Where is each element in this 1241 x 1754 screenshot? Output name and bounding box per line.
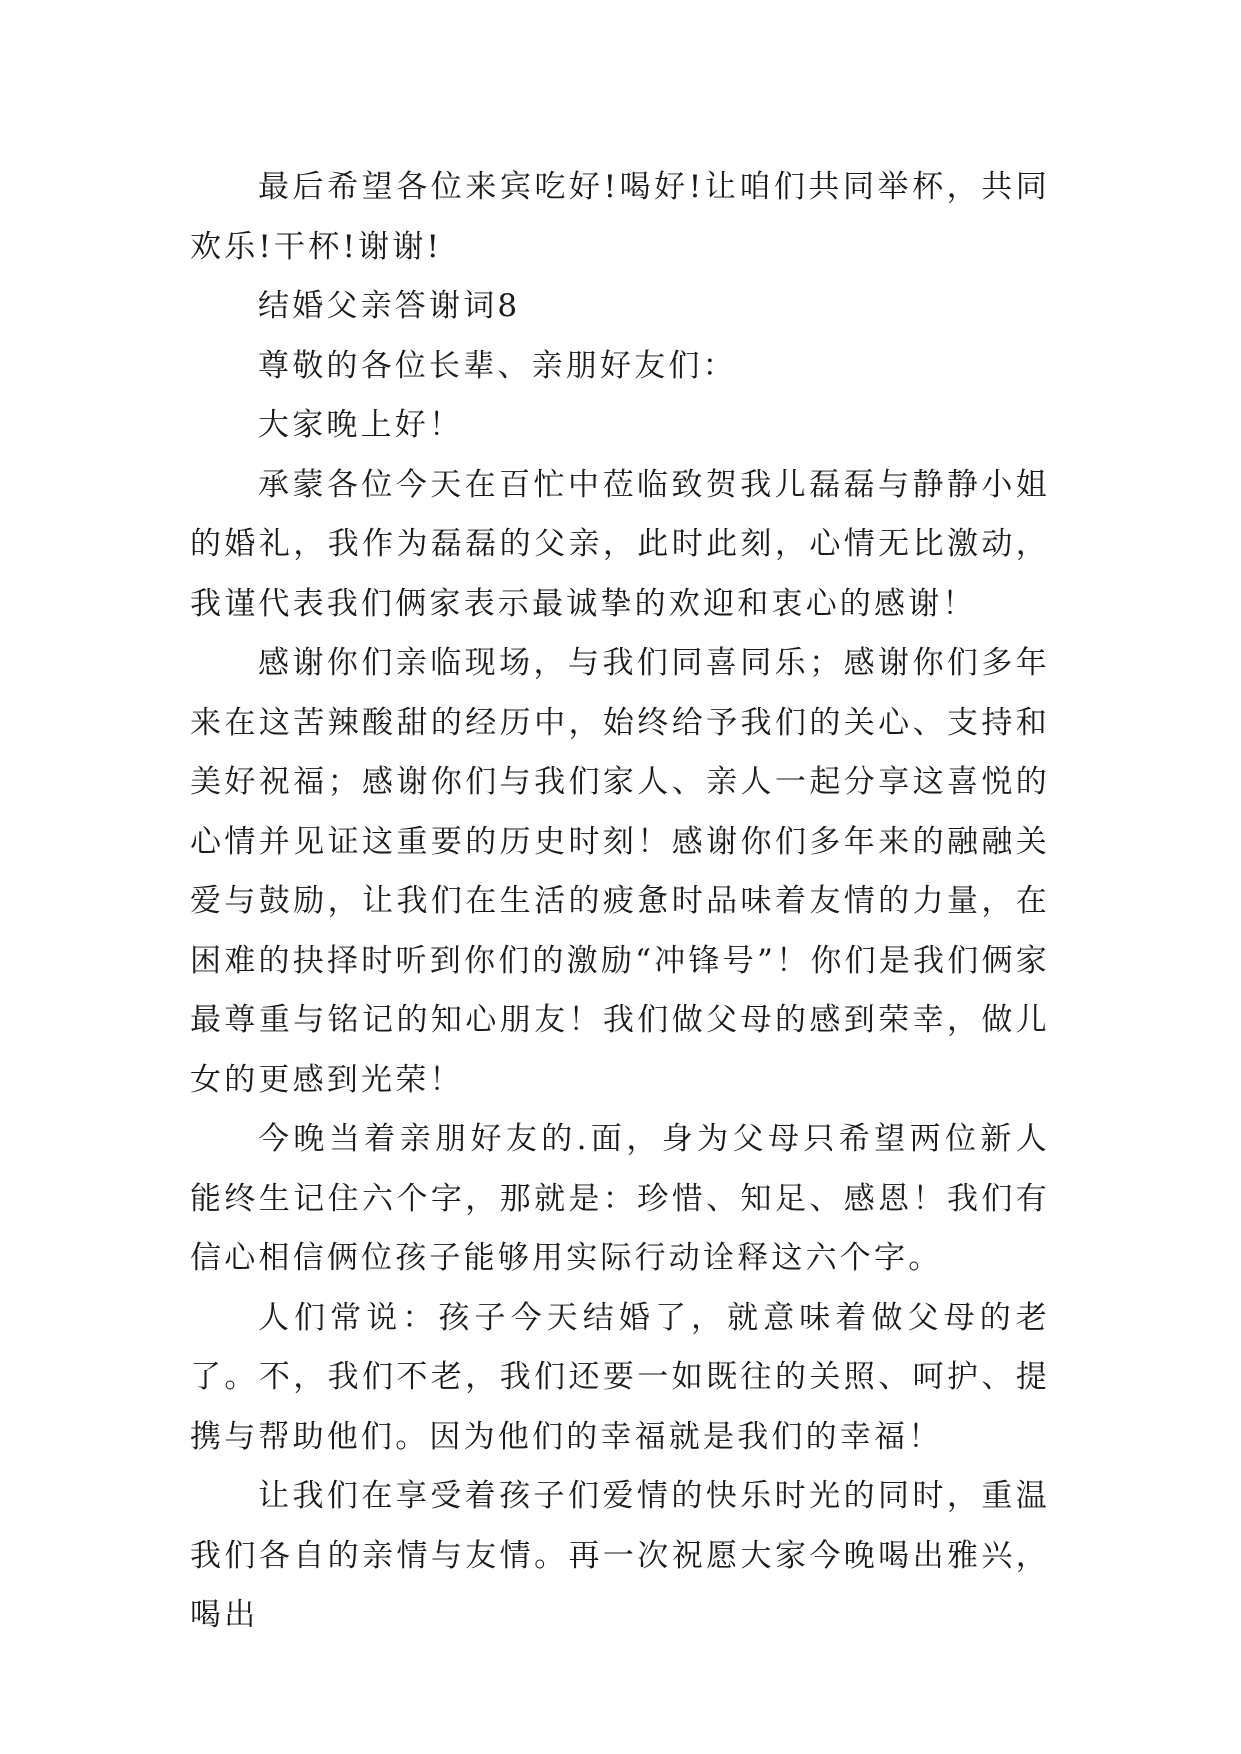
paragraph-closing-toast: 最后希望各位来宾吃好!喝好!让咱们共同举杯，共同欢乐!干杯!谢谢!: [190, 169, 1050, 265]
paragraph-parents: 人们常说：孩子今天结婚了，就意味着做父母的老了。不，我们不老，我们还要一如既往的关照、呵护、提携与帮助他们。因为他们的幸福就是我们的幸福！: [190, 1299, 1050, 1455]
section-heading: 结婚父亲答谢词8: [258, 288, 521, 324]
greeting: 大家晚上好！: [258, 407, 464, 443]
document-body: [190, 158, 1050, 1646]
paragraph-final: 让我们在享受着孩子们爱情的快乐时光的同时，重温我们各自的亲情与友情。再一次祝愿大家今晚喝出雅兴，喝出: [190, 1478, 1050, 1633]
paragraph-welcome: 承蒙各位今天在百忙中莅临致贺我儿磊磊与静静小姐的婚礼，我作为磊磊的父亲，此时此刻，心情无比激动，我谨代表我们俩家表示最诚挚的欢迎和衷心的感谢！: [190, 466, 1050, 622]
paragraph-thanks: 感谢你们亲临现场，与我们同喜同乐；感谢你们多年来在这苦辣酸甜的经历中，始终给予我们的关心、支持和美好祝福；感谢你们与我们家人、亲人一起分享这喜悦的心情并见证这重要的历史时刻！感谢你们多年来的融融关爱与鼓励，让我们在生活的疲惫时品味着友情的力量，在困难的抉择时听到你们的激励“冲锋号”！你们是我们俩家最尊重与铭记的知心朋友！我们做父母的感到荣幸，做儿女的更感到光荣！: [190, 645, 1050, 1098]
salutation: 尊敬的各位长辈、亲朋好友们：: [258, 347, 737, 384]
paragraph-wishes: 今晚当着亲朋好友的.面，身为父母只希望两位新人能终生记住六个字，那就是：珍惜、知足、感恩！我们有信心相信俩位孩子能够用实际行动诠释这六个字。: [190, 1121, 1050, 1276]
